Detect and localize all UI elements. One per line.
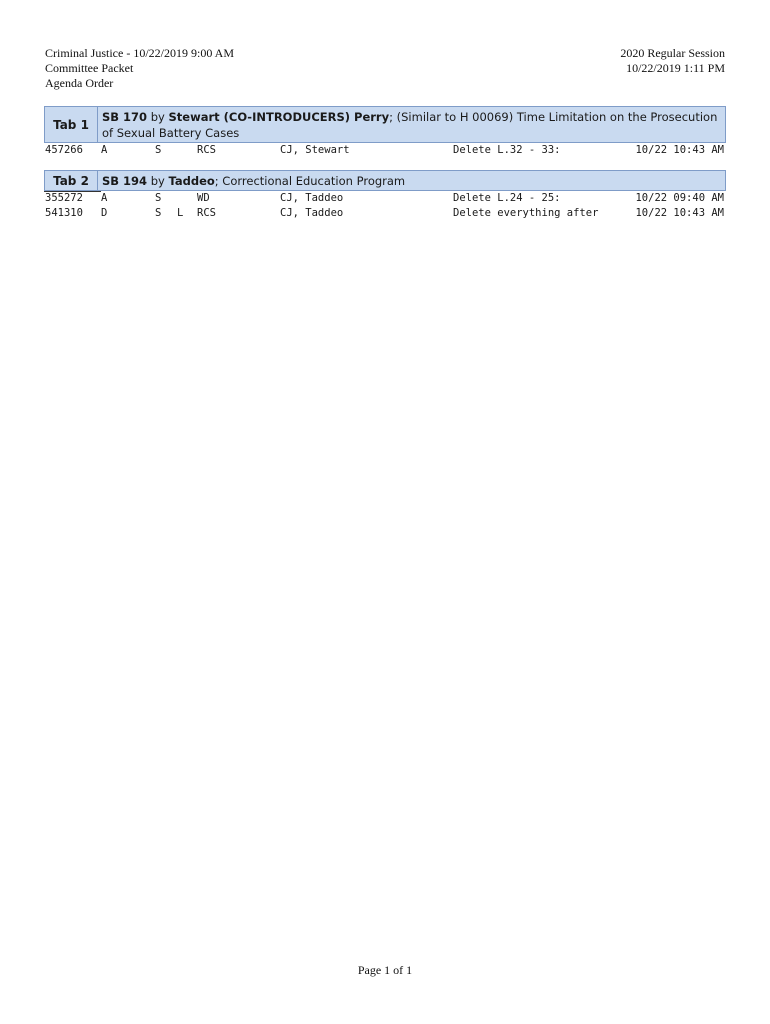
amendment-timestamp: 10/22 10:43 AM xyxy=(635,206,724,219)
amendment-description: Delete L.24 - 25: xyxy=(453,192,561,204)
tab-header xyxy=(44,170,726,191)
tab-block-1 xyxy=(44,106,726,158)
packet-label: Committee Packet xyxy=(45,61,134,75)
bill-number: SB 194 xyxy=(102,174,148,188)
amendment-row xyxy=(44,206,726,221)
bill-title xyxy=(98,171,410,190)
by-word: by xyxy=(147,174,169,188)
tab-block-2 xyxy=(44,170,726,220)
amendment-timestamp: 10/22 10:43 AM xyxy=(635,144,724,156)
amendment-description: Delete L.32 - 33: xyxy=(453,144,561,156)
amendment-row xyxy=(44,143,726,158)
tab-label: Tab 1 xyxy=(45,107,98,142)
amendment-offered-by: CJ, Taddeo xyxy=(280,206,344,219)
session-label: 2020 Regular Session xyxy=(620,46,725,60)
amendment-id: 457266 xyxy=(45,144,83,156)
amendment-id: 355272 xyxy=(45,192,83,204)
amendment-type: D xyxy=(101,206,108,219)
tab-label: Tab 2 xyxy=(45,171,98,190)
amendment-id: 541310 xyxy=(45,206,83,219)
amendment-chamber: S xyxy=(155,192,162,204)
bill-number: SB 170 xyxy=(102,110,148,124)
printed-timestamp: 10/22/2019 1:11 PM xyxy=(626,61,725,75)
amendment-list xyxy=(44,191,726,220)
order-label: Agenda Order xyxy=(45,76,114,90)
amendment-action: RCS xyxy=(197,144,216,156)
amendment-action: RCS xyxy=(197,206,216,219)
page-number: Page 1 of 1 xyxy=(357,963,413,977)
bill-description: ; Correctional Education Program xyxy=(214,174,406,188)
amendment-offered-by: CJ, Stewart xyxy=(280,144,350,156)
amendment-offered-by: CJ, Taddeo xyxy=(280,192,344,204)
amendment-type: A xyxy=(101,192,108,204)
amendment-timestamp: 10/22 09:40 AM xyxy=(635,192,724,204)
document-header-right xyxy=(620,46,725,76)
amendment-action: WD xyxy=(197,192,210,204)
tab-header xyxy=(44,106,726,143)
amendment-type: A xyxy=(101,144,108,156)
bill-description: ; (Similar to H 00069) Time Limitation on the Prosecution of Sexual Battery Cases xyxy=(102,110,718,140)
document-header-left xyxy=(45,46,234,91)
bill-sponsor: Taddeo xyxy=(168,174,215,188)
by-word: by xyxy=(147,110,169,124)
amendment-list xyxy=(44,143,726,158)
amendment-row xyxy=(44,191,726,206)
amendment-chamber: S xyxy=(155,206,162,219)
amendment-late-flag: L xyxy=(177,206,184,219)
amendment-chamber: S xyxy=(155,144,162,156)
committee-meeting-title: Criminal Justice - 10/22/2019 9:00 AM xyxy=(45,46,234,60)
amendment-description: Delete everything after xyxy=(453,206,599,219)
bill-title xyxy=(98,107,725,142)
bill-sponsor: Stewart (CO-INTRODUCERS) Perry xyxy=(168,110,390,124)
